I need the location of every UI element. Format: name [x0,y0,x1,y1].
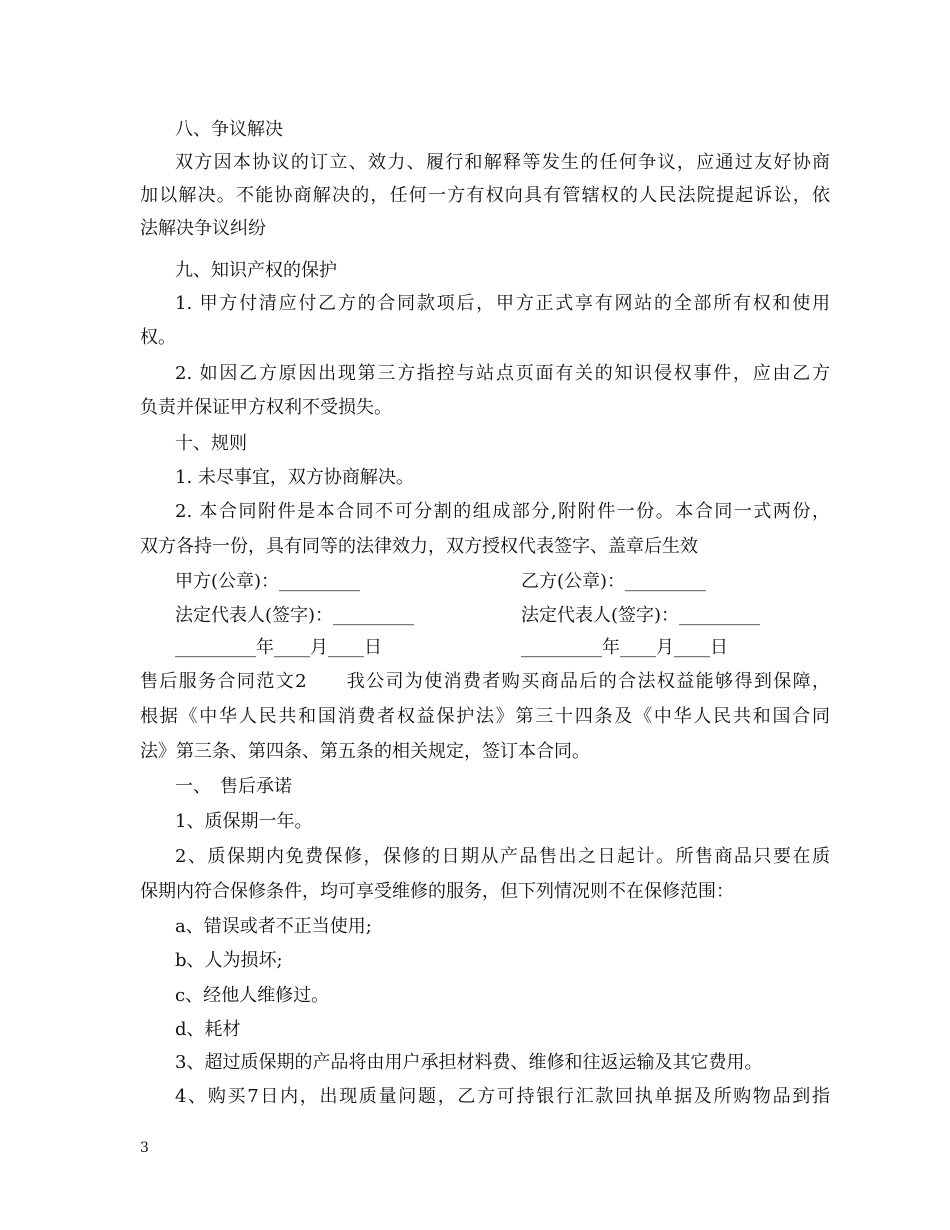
list-item: a、错误或者不正当使用; [175,916,372,937]
page-number: 3 [140,1140,149,1156]
party-b-date-field: _________年____月____日 [521,637,728,658]
paragraph-line: 1、质保期一年。 [175,811,313,832]
paragraph-line: 负责并保证甲方权利不受损失。 [140,397,392,418]
paragraph-line: 4、购买7日内，出现质量问题，乙方可持银行汇款回执单据及所购物品到指 [175,1086,830,1107]
party-b-seal-field: 乙方(公章)：_________ [521,571,707,592]
party-a-date-field: _________年____月____日 [175,637,382,658]
paragraph-line: 3、超过质保期的产品将由用户承担材料费、维修和往返运输及其它费用。 [175,1052,763,1073]
paragraph-line: 根据《中华人民共和国消费者权益保护法》第三十四条及《中华人民共和国合同 [140,706,830,727]
section-heading: 八、争议解决 [175,119,283,140]
paragraph-line: 法解决争议纠纷 [140,218,266,239]
paragraph-line: 1. 甲方付清应付乙方的合同款项后，甲方正式享有网站的全部所有权和使用 [175,293,830,314]
paragraph-line: 权。 [140,327,176,348]
paragraph-line: 加以解决。不能协商解决的，任何一方有权向具有管辖权的人民法院提起诉讼，依 [140,185,830,206]
section-heading: 十、规则 [175,433,247,454]
party-a-seal-field: 甲方(公章)：_________ [175,571,361,592]
paragraph-line: 1. 未尽事宜，双方协商解决。 [175,467,414,488]
paragraph-line: 售后服务合同范文2 我公司为使消费者购买商品后的合法权益能够得到保障， [140,671,830,692]
paragraph-line: 2. 本合同附件是本合同不可分割的组成部分,附附件一份。本合同一式两份， [175,501,830,522]
party-b-representative-field: 法定代表人(签字)：_________ [521,605,761,626]
list-item: b、人为损坏; [175,950,283,971]
section-heading: 一、 售后承诺 [175,776,292,797]
paragraph-line: 双方各持一份，具有同等的法律效力，双方授权代表签字、盖章后生效 [140,536,698,557]
paragraph-line: 2. 如因乙方原因出现第三方指控与站点页面有关的知识侵权事件，应由乙方 [175,363,830,384]
list-item: c、经他人维修过。 [175,985,330,1006]
party-a-representative-field: 法定代表人(签字)：_________ [175,605,415,626]
paragraph-line: 双方因本协议的订立、效力、履行和解释等发生的任何争议，应通过友好协商 [175,152,830,173]
section-heading: 九、知识产权的保护 [175,260,337,281]
paragraph-line: 保期内符合保修条件，均可享受维修的服务，但下列情况则不在保修范围： [140,881,734,902]
paragraph-line: 法》第三条、第四条、第五条的相关规定，签订本合同。 [140,741,590,762]
list-item: d、耗材 [175,1019,241,1040]
paragraph-line: 2、质保期内免费保修，保修的日期从产品售出之日起计。所售商品只要在质 [175,846,830,867]
